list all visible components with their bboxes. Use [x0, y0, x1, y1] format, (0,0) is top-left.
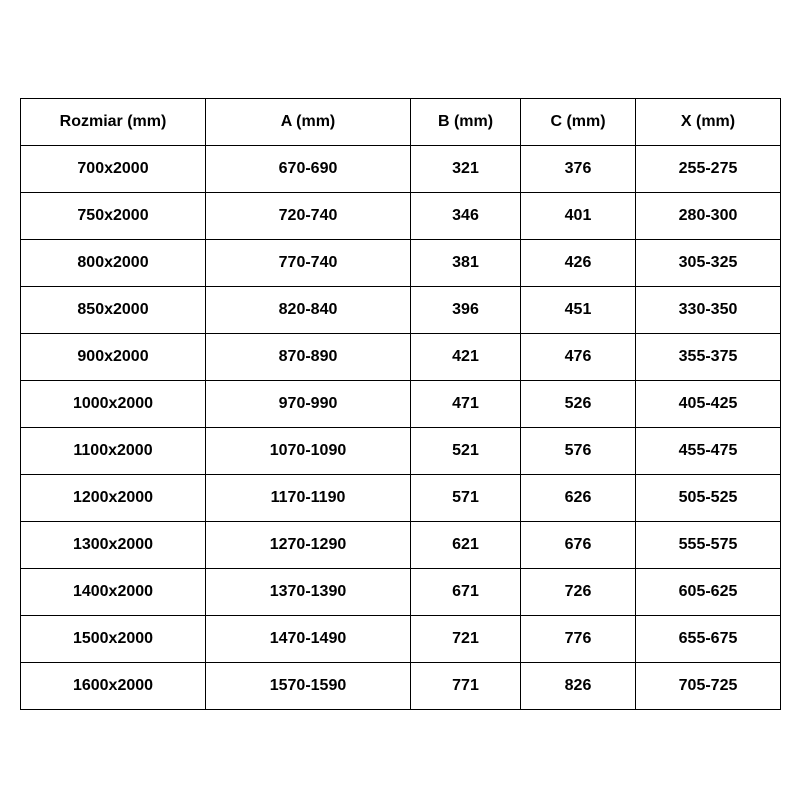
cell-c: 376 [521, 146, 636, 193]
cell-rozmiar: 1500x2000 [21, 616, 206, 663]
cell-a: 720-740 [206, 193, 411, 240]
size-table-container [20, 98, 780, 710]
column-header-c: C (mm) [521, 99, 636, 146]
cell-a: 670-690 [206, 146, 411, 193]
size-table [20, 98, 781, 710]
cell-x: 280-300 [636, 193, 781, 240]
cell-a: 870-890 [206, 334, 411, 381]
cell-a: 1370-1390 [206, 569, 411, 616]
cell-a: 770-740 [206, 240, 411, 287]
cell-x: 255-275 [636, 146, 781, 193]
cell-rozmiar: 1000x2000 [21, 381, 206, 428]
cell-c: 676 [521, 522, 636, 569]
cell-b: 771 [411, 663, 521, 710]
table-row [21, 522, 781, 569]
cell-x: 705-725 [636, 663, 781, 710]
cell-b: 521 [411, 428, 521, 475]
column-header-b: B (mm) [411, 99, 521, 146]
cell-b: 721 [411, 616, 521, 663]
table-header [21, 99, 781, 146]
cell-x: 655-675 [636, 616, 781, 663]
cell-rozmiar: 750x2000 [21, 193, 206, 240]
table-row [21, 616, 781, 663]
table-row [21, 428, 781, 475]
table-row [21, 240, 781, 287]
cell-a: 820-840 [206, 287, 411, 334]
cell-rozmiar: 700x2000 [21, 146, 206, 193]
cell-b: 671 [411, 569, 521, 616]
table-row [21, 193, 781, 240]
cell-c: 576 [521, 428, 636, 475]
cell-c: 451 [521, 287, 636, 334]
cell-a: 1270-1290 [206, 522, 411, 569]
cell-x: 605-625 [636, 569, 781, 616]
column-header-x: X (mm) [636, 99, 781, 146]
cell-b: 421 [411, 334, 521, 381]
table-row [21, 287, 781, 334]
cell-a: 1070-1090 [206, 428, 411, 475]
table-row [21, 569, 781, 616]
table-row [21, 146, 781, 193]
cell-b: 621 [411, 522, 521, 569]
cell-x: 355-375 [636, 334, 781, 381]
table-body [21, 146, 781, 710]
cell-b: 381 [411, 240, 521, 287]
column-header-a: A (mm) [206, 99, 411, 146]
table-header-row [21, 99, 781, 146]
cell-rozmiar: 1200x2000 [21, 475, 206, 522]
cell-a: 1570-1590 [206, 663, 411, 710]
cell-c: 526 [521, 381, 636, 428]
cell-rozmiar: 900x2000 [21, 334, 206, 381]
cell-x: 330-350 [636, 287, 781, 334]
cell-rozmiar: 1100x2000 [21, 428, 206, 475]
cell-c: 401 [521, 193, 636, 240]
cell-c: 776 [521, 616, 636, 663]
cell-rozmiar: 1300x2000 [21, 522, 206, 569]
cell-c: 726 [521, 569, 636, 616]
cell-rozmiar: 850x2000 [21, 287, 206, 334]
cell-c: 626 [521, 475, 636, 522]
cell-x: 305-325 [636, 240, 781, 287]
column-header-rozmiar: Rozmiar (mm) [21, 99, 206, 146]
cell-b: 571 [411, 475, 521, 522]
table-row [21, 663, 781, 710]
cell-b: 321 [411, 146, 521, 193]
cell-c: 426 [521, 240, 636, 287]
cell-x: 505-525 [636, 475, 781, 522]
cell-x: 405-425 [636, 381, 781, 428]
cell-a: 970-990 [206, 381, 411, 428]
cell-c: 476 [521, 334, 636, 381]
cell-c: 826 [521, 663, 636, 710]
cell-rozmiar: 1400x2000 [21, 569, 206, 616]
table-row [21, 381, 781, 428]
table-row [21, 334, 781, 381]
cell-a: 1470-1490 [206, 616, 411, 663]
cell-x: 555-575 [636, 522, 781, 569]
cell-b: 396 [411, 287, 521, 334]
cell-rozmiar: 800x2000 [21, 240, 206, 287]
cell-b: 346 [411, 193, 521, 240]
cell-a: 1170-1190 [206, 475, 411, 522]
table-row [21, 475, 781, 522]
cell-rozmiar: 1600x2000 [21, 663, 206, 710]
cell-x: 455-475 [636, 428, 781, 475]
cell-b: 471 [411, 381, 521, 428]
